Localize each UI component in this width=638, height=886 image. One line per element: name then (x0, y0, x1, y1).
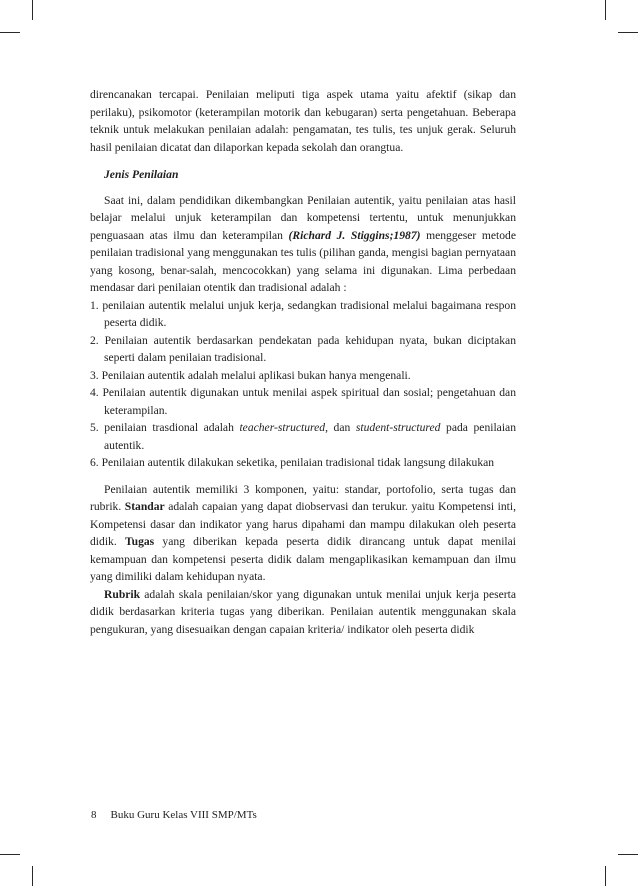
paragraph-authentic-assessment (90, 192, 516, 297)
paragraph-text: menggeser metode penilaian tradisional yang menggunakan tes tulis (pilihan ganda, mengisi bagian pernyataan yang kosong, benar-salah, mencocokkan) yang selama ini digunakan. Lima perbedaan mendasar dari penilaian otentik dan tradisional adalah : (90, 228, 516, 294)
book-title: Buku Guru Kelas VIII SMP/MTs (110, 809, 257, 821)
crop-mark (605, 866, 606, 886)
page-footer (91, 809, 257, 821)
section-heading: Jenis Penilaian (104, 168, 179, 181)
list-item: 1. penilaian autentik melalui unjuk kerja, sedangkan tradisional melalui bagaimana respon peserta didik. (90, 298, 516, 329)
crop-mark (32, 0, 33, 20)
crop-mark (0, 32, 20, 33)
paragraph-text: Saat ini, dalam pendidikan dikembangkan Penilaian autentik, yaitu penilaian atas hasil belajar melalui unjuk keterampilan dan kompetensi tertentu, untuk menunjukkan penguasaan atas ilmu dan keterampilan (90, 193, 516, 242)
term: student-structured (355, 421, 441, 434)
term: teacher-structured (239, 421, 326, 434)
paragraph-components: Penilaian autentik memiliki 3 komponen, yaitu: standar, portofolio, serta tugas dan rubrik. Standar adalah capaian yang dapat diobservasi dan terukur. yaitu Kompetensi inti, Kompetensi dasar dan indikator yang harus dipahami dan mampu dilakukan oleh peserta didik. Tugas yang diberikan kepada peserta didik dirancang untuk dapat menilai kemampuan dan kompetensi peserta didik dalam mengaplikasikan kemampuan dan ilmu yang dimiliki dalam kehidupan nyata. (90, 482, 517, 583)
paragraph-assessment-intro: direncanakan tercapai. Penilaian meliputi tiga aspek utama yaitu afektif (sikap dan perilaku), psikomotor (keterampilan motorik dan kebugaran) serta pengetahuan. Beberapa teknik untuk melakukan penilaian adalah: pengamatan, tes tulis, tes unjuk gerak. Seluruh hasil penilaian dicatat dan dilaporkan kepada sekolah dan orangtua. (90, 88, 516, 154)
page-body (90, 86, 516, 638)
crop-mark (32, 866, 33, 886)
list-item: 2. Penilaian autentik berdasarkan pendekatan pada kehidupan nyata, bukan diciptakan seperti dalam penilaian tradisional. (90, 333, 516, 364)
crop-mark (605, 0, 606, 20)
list-item: 3. Penilaian autentik adalah melalui aplikasi bukan hanya mengenali. (90, 368, 411, 382)
term-tugas: Tugas (124, 535, 155, 548)
citation: (Richard J. Stiggins;1987) (288, 228, 421, 242)
list-item: 4. Penilaian autentik digunakan untuk menilai aspek spiritual dan sosial; pengetahuan dan keterampilan. (90, 386, 516, 417)
crop-mark (618, 854, 638, 855)
differences-list (90, 297, 516, 472)
crop-mark (0, 854, 20, 855)
paragraph-rubrik: Rubrik adalah skala penilaian/skor yang digunakan untuk menilai unjuk kerja peserta didik berdasarkan kriteria tugas yang diberikan. Penilaian autentik menggunakan skala pengukuran, yang disesuaikan dengan capaian kriteria/ indikator oleh peserta didik (90, 587, 516, 636)
list-item: 6. Penilaian autentik dilakukan seketika, penilaian tradisional tidak langsung dilakukan (90, 456, 495, 469)
crop-mark (618, 32, 638, 33)
page-number: 8 (91, 809, 97, 821)
list-item: 5. penilaian trasdional adalah teacher-structured, dan student-structured pada penilaian autentik. (90, 421, 516, 452)
term-rubrik: Rubrik (104, 587, 141, 601)
term-standar: Standar (124, 500, 165, 513)
